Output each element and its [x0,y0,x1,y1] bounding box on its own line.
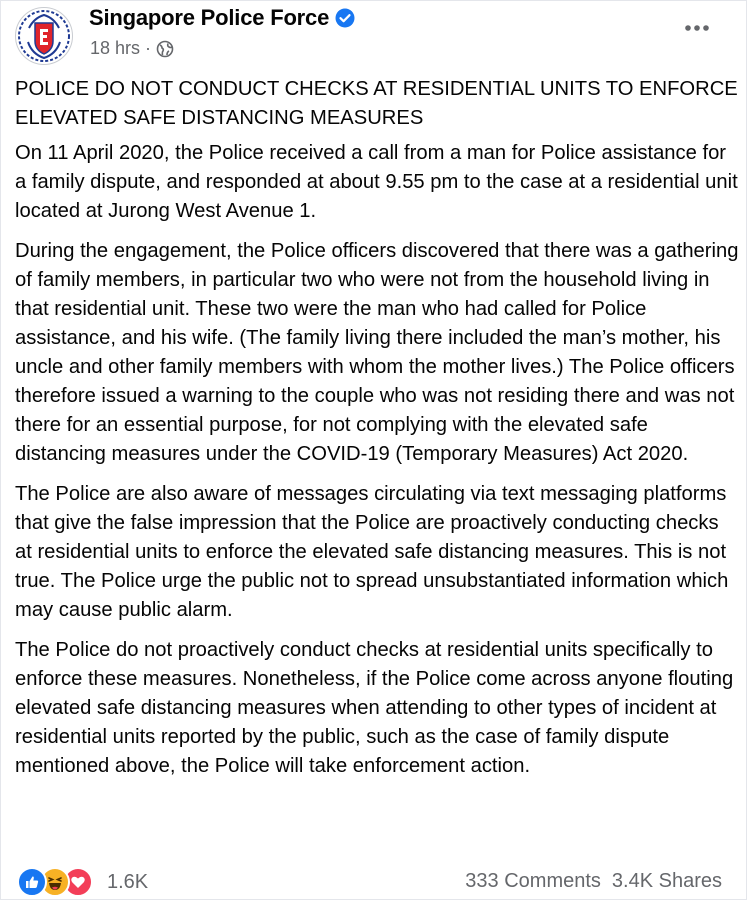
post-meta [90,38,174,59]
post-paragraph-1: On 11 April 2020, the Police received a call from a man for Police assistance for a family dispute, and responded at about 9.55 pm to the case at a residential unit located at Jurong West Avenue 1. [15,142,738,222]
engagement-stats [465,870,722,893]
page-header [89,5,355,31]
page-name[interactable]: Singapore Police Force [89,5,330,30]
post-paragraph-2: During the engagement, the Police officers discovered that there was a gathering of family members, in particular two who were not from the household living in that residential unit. These two were the man who had called for Police assistance, and his wife. (The family living there included the man’s mother, his uncle and other family members with whom the mother lives.) The Police officers therefore issued a warning to the couple who was not residing there and was not there for an essential purpose, for not complying with the elevated safe distancing measures under the COVID-19 (Temporary Measures) Act 2020. [15,240,739,465]
post-timestamp[interactable]: 18 hrs [90,38,141,58]
post-footer [1,863,747,899]
like-icon [17,867,47,897]
stats-spacer [601,870,612,893]
more-options-icon [684,24,710,32]
verified-badge-icon [335,8,355,28]
more-options-button[interactable] [680,15,714,41]
post-paragraph-4: The Police do not proactively conduct checks at residential units specifically to enforce these measures. Nonetheless, if the Police come across anyone flouting elevated safe distancing measures when attending to other types of incident at residential units reported by the public, such as the case of family dispute mentioned above, the Police will take enforcement action. [15,639,734,777]
globe-icon[interactable] [156,40,174,58]
page-avatar[interactable] [15,7,73,65]
post-body [15,75,739,792]
shares-count-link[interactable]: 3.4K Shares [611,870,722,892]
spf-crest-icon [16,8,72,64]
post-headline: POLICE DO NOT CONDUCT CHECKS AT RESIDENTIAL UNITS TO ENFORCE ELEVATED SAFE DISTANCING MEASURES [15,78,738,129]
reactions-summary[interactable] [17,867,148,897]
meta-separator: · [145,38,152,58]
reaction-count: 1.6K [107,870,149,893]
comments-count-link[interactable]: 333 Comments [465,870,601,892]
post-paragraph-3: The Police are also aware of messages circulating via text messaging platforms that give the false impression that the Police are proactively conducting checks at residential units to enforce the elevated safe distancing measures. This is not true. The Police urge the public not to spread unsubstantiated information which may cause public alarm. [15,483,729,621]
